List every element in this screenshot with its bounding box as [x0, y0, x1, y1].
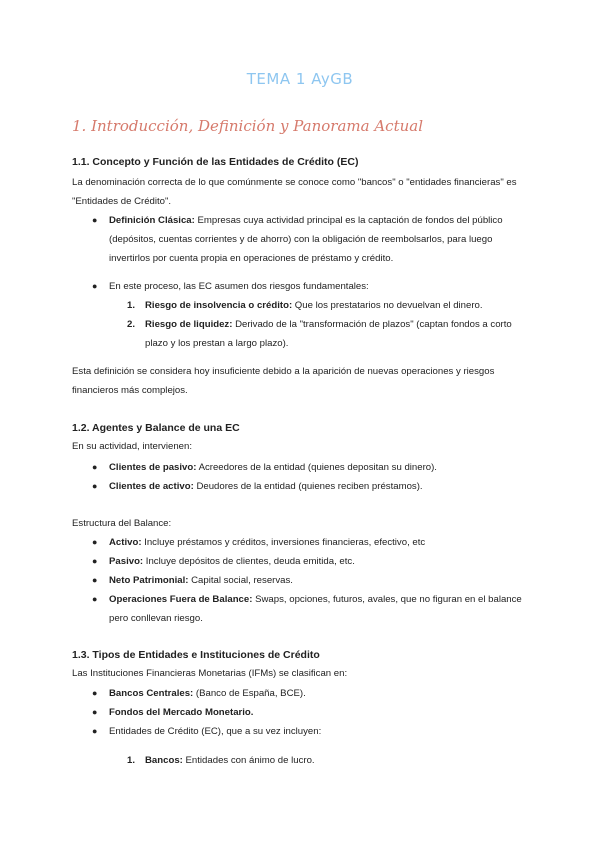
item-label: Operaciones Fuera de Balance: [109, 594, 253, 605]
item-label: Bancos Centrales: [109, 688, 194, 699]
item-text: Capital social, reservas. [188, 575, 293, 586]
item-text: (Banco de España, BCE). [193, 688, 306, 699]
bullet-icon: ● [92, 575, 98, 585]
item-text: Acreedores de la entidad (quienes depositan su dinero). [196, 462, 437, 473]
list-item-activo [92, 533, 530, 552]
item-label: Fondos del Mercado Monetario. [109, 707, 254, 718]
item-number: 2. [127, 319, 136, 330]
numbered-item-riesgo-liquidez [127, 315, 530, 353]
list-item-pasivo [92, 552, 530, 571]
item-text: Incluye préstamos y créditos, inversiones financieras, efectivo, etc [141, 537, 426, 548]
paragraph-1-1-intro: La denominación correcta de lo que comúnmente se conoce como "bancos" o "entidades financieras" es "Entidades de Crédito". [72, 177, 517, 207]
bullet-icon: ● [92, 688, 98, 698]
bullet-icon: ● [92, 556, 98, 566]
list-item-fondos-mercado [92, 703, 530, 722]
item-label: Bancos: [145, 755, 183, 766]
item-label: Activo: [109, 537, 142, 548]
bullet-icon: ● [92, 594, 98, 604]
item-text: En este proceso, las EC asumen dos riesgos fundamentales: [109, 281, 369, 292]
list-item-entidades-credito [92, 722, 530, 741]
item-text: Incluye depósitos de clientes, deuda emitida, etc. [143, 556, 355, 567]
item-text: Derivado de la "transformación de plazos" (captan fondos a corto plazo y los prestan a largo plazo). [145, 319, 512, 349]
item-label: Riesgo de liquidez: [145, 319, 233, 330]
bullet-icon: ● [92, 726, 98, 736]
list-item-definicion-clasica [92, 211, 530, 268]
paragraph-estructura-balance: Estructura del Balance: [72, 518, 172, 529]
list-item-riesgos [92, 277, 530, 296]
bullet-icon: ● [92, 481, 98, 491]
list-item-bancos-centrales [92, 684, 530, 703]
item-text: Que los prestatarios no devuelvan el dinero. [292, 300, 483, 311]
section-heading-1: 1. Introducción, Definición y Panorama Actual [72, 117, 424, 135]
list-item-clientes-activo [92, 477, 530, 496]
item-text: Deudores de la entidad (quienes reciben préstamos). [193, 481, 423, 492]
item-label: Riesgo de insolvencia o crédito: [145, 300, 293, 311]
item-label: Clientes de pasivo: [109, 462, 197, 473]
item-label: Clientes de activo: [109, 481, 194, 492]
bullet-icon: ● [92, 707, 98, 717]
list-item-fuera-balance [92, 590, 530, 628]
paragraph-1-2-intro: En su actividad, intervienen: [72, 441, 192, 452]
item-text: Entidades de Crédito (EC), que a su vez incluyen: [109, 726, 322, 737]
document-title: TEMA 1 AyGB [246, 70, 354, 88]
list-item-clientes-pasivo [92, 458, 530, 477]
item-label: Definición Clásica: [109, 215, 195, 226]
item-number: 1. [127, 300, 136, 311]
paragraph-1-1-closing: Esta definición se considera hoy insuficiente debido a la aparición de nuevas operaciones y riesgos financieros más complejos. [72, 366, 495, 396]
item-text: Empresas cuya actividad principal es la captación de fondos del público (depósitos, cuentas corrientes y de ahorro) con la obligación de reembolsarlos, para luego invertirlos por cuenta propia en operaciones de préstamo y crédito. [109, 215, 503, 264]
numbered-item-bancos [127, 751, 530, 770]
item-text: Entidades con ánimo de lucro. [182, 755, 315, 766]
bullet-icon: ● [92, 462, 98, 472]
bullet-icon: ● [92, 215, 98, 225]
item-label: Neto Patrimonial: [109, 575, 189, 586]
heading-1-2: 1.2. Agentes y Balance de una EC [72, 422, 240, 434]
item-text: Swaps, opciones, futuros, avales, que no figuran en el balance pero conllevan riesgo. [109, 594, 522, 624]
paragraph-1-3-intro: Las Instituciones Financieras Monetarias (IFMs) se clasifican en: [72, 668, 348, 679]
heading-1-3: 1.3. Tipos de Entidades e Instituciones de Crédito [72, 649, 320, 661]
item-label: Pasivo: [109, 556, 144, 567]
heading-1-1: 1.1. Concepto y Función de las Entidades de Crédito (EC) [72, 156, 359, 168]
bullet-icon: ● [92, 537, 98, 547]
item-number: 1. [127, 755, 136, 766]
bullet-icon: ● [92, 281, 98, 291]
list-item-neto-patrimonial [92, 571, 530, 590]
numbered-item-riesgo-insolvencia [127, 296, 530, 315]
